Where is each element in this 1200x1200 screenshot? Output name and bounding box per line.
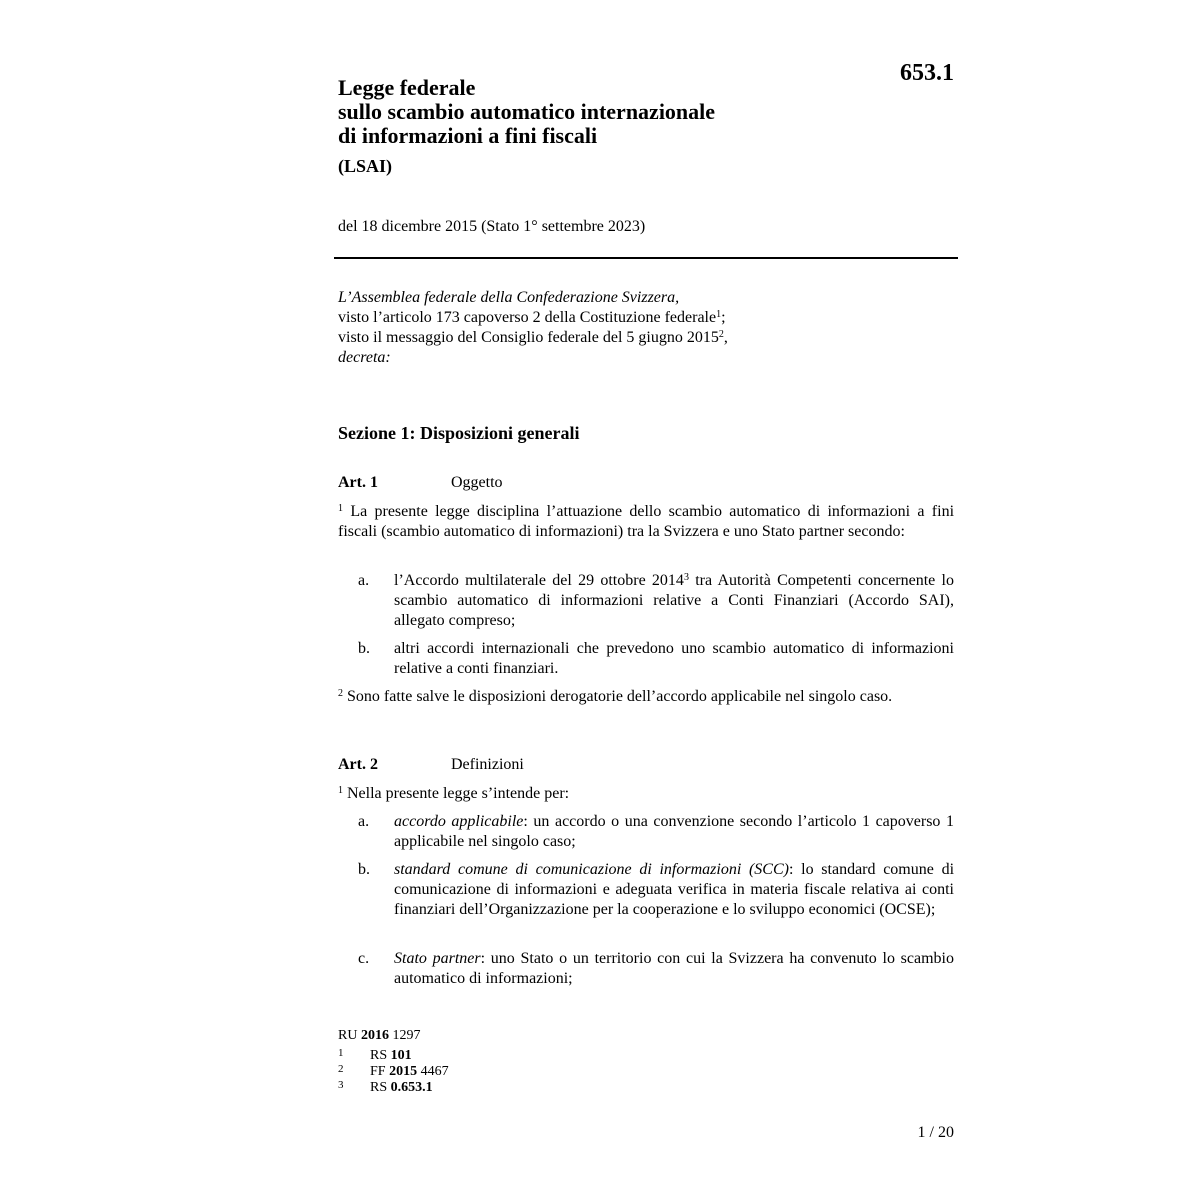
paragraph-text: La presente legge disciplina l’attuazione dello scambio automatico di informazioni a fini fiscali (scambio automatico di informazioni) tra la Svizzera e uno Stato partner secondo: [338, 503, 955, 540]
art-1-paragraph-1 [338, 502, 954, 542]
preamble-visto-2 [338, 328, 958, 348]
title-line-3: di informazioni a fini fiscali [338, 123, 598, 148]
section-1-title: Sezione 1: Disposizioni generali [338, 423, 580, 443]
preamble-intro: L’Assemblea federale della Confederazione Svizzera, [338, 289, 680, 306]
definition-text: : lo standard comune di comunicazione di informazioni e adeguata verifica in materia fiscale relativa ai conti finanziari dell’Organizzazione per la cooperazione e lo sviluppo economici (OCSE); [394, 861, 955, 918]
footnote-3 [338, 1080, 449, 1096]
art-1-item-a [358, 571, 954, 631]
visto-1-text: visto l’articolo 173 capoverso 2 della Costituzione federale [338, 309, 717, 326]
art-1-paragraph-2 [338, 687, 954, 707]
document-number: 653.1 [900, 60, 954, 86]
footnote-ref-2[interactable]: 2 [718, 329, 724, 340]
preamble-decreta: decreta: [338, 349, 391, 366]
art-1-item-b [358, 639, 954, 679]
item-letter: a. [358, 813, 370, 830]
law-date: del 18 dicembre 2015 (Stato 1° settembre 2023) [338, 218, 646, 235]
item-letter: c. [358, 950, 370, 967]
footnote-ref-number: 101 [390, 1048, 412, 1063]
footnote-prefix: FF [370, 1064, 390, 1079]
footnote-ref-number: 2015 [389, 1064, 418, 1079]
footnote-ref-1[interactable]: 1 [716, 309, 722, 320]
footnote-prefix: RS [370, 1048, 391, 1063]
footnote-number: 1 [338, 1047, 344, 1059]
footnote-prefix: RS [370, 1080, 391, 1095]
item-letter: b. [358, 861, 370, 878]
preamble [338, 288, 958, 368]
definition-term: Stato partner [394, 950, 481, 967]
footnote-ref-number: 0.653.1 [390, 1080, 433, 1095]
art-2-paragraph-1 [338, 784, 954, 804]
item-letter: a. [358, 572, 370, 589]
art-1-number: Art. 1 [338, 474, 378, 491]
paragraph-text: Nella presente legge s’intende per: [347, 785, 570, 802]
art-2-item-b [358, 860, 954, 920]
art-2-number: Art. 2 [338, 756, 378, 773]
footnote-2 [338, 1064, 449, 1080]
art-1-title: Oggetto [451, 474, 503, 491]
definition-text: : un accordo o una convenzione secondo l’articolo 1 capoverso 1 applicabile nel singolo caso; [394, 813, 954, 850]
visto-2-text: visto il messaggio del Consiglio federale del 5 giugno 2015 [338, 329, 719, 346]
page-number: 1 / 20 [917, 1124, 954, 1141]
paragraph-number: 2 [338, 688, 343, 699]
footnote-ref-3[interactable]: 3 [683, 572, 689, 583]
ru-year: 2016 [360, 1028, 389, 1043]
law-title [338, 76, 838, 177]
art-1-heading [338, 474, 503, 492]
art-2-item-a [358, 812, 954, 852]
footnote-number: 2 [338, 1063, 344, 1075]
footnote-suffix: 4467 [417, 1064, 449, 1079]
art-2-title: Definizioni [451, 756, 524, 773]
footnote-1 [338, 1048, 449, 1064]
ru-page: 1297 [388, 1028, 421, 1043]
item-text-pre: l’Accordo multilaterale del 29 ottobre 2014 [394, 572, 684, 589]
footnote-text [370, 1048, 412, 1063]
paragraph-text: Sono fatte salve le disposizioni derogatorie dell’accordo applicabile nel singolo caso. [347, 688, 893, 705]
item-text [394, 949, 954, 989]
footnote-text [370, 1064, 449, 1079]
item-text [394, 860, 954, 920]
definition-text: : uno Stato o un territorio con cui la Svizzera ha convenuto lo scambio automatico di informazioni; [394, 950, 955, 987]
footnote-number: 3 [338, 1079, 344, 1091]
paragraph-number: 1 [338, 503, 343, 514]
paragraph-number: 1 [338, 785, 343, 796]
definition-term: accordo applicabile [394, 813, 524, 830]
law-abbreviation: (LSAI) [338, 156, 393, 176]
art-2-item-c [358, 949, 954, 989]
definition-term: standard comune di comunicazione di informazioni (SCC) [394, 861, 789, 878]
ru-prefix: RU [338, 1028, 361, 1043]
header-divider [334, 257, 958, 259]
title-line-1: Legge federale [338, 75, 476, 100]
item-text [394, 571, 954, 631]
visto-2-end: , [723, 329, 728, 346]
footnote-text [370, 1080, 433, 1095]
item-letter: b. [358, 640, 370, 657]
item-text [394, 812, 954, 852]
footnotes [338, 1028, 449, 1096]
item-text: altri accordi internazionali che prevedono uno scambio automatico di informazioni relative a conti finanziari. [394, 640, 954, 677]
preamble-visto-1 [338, 308, 958, 328]
art-2-heading [338, 756, 524, 774]
official-collection-ref [338, 1028, 449, 1044]
title-line-2: sullo scambio automatico internazionale [338, 99, 716, 124]
item-text-post: tra Autorità Competenti concernente lo scambio automatico di informazioni relative a Conti Finanziari (Accordo SAI), allegato compreso; [394, 572, 954, 629]
visto-1-end: ; [721, 309, 726, 326]
